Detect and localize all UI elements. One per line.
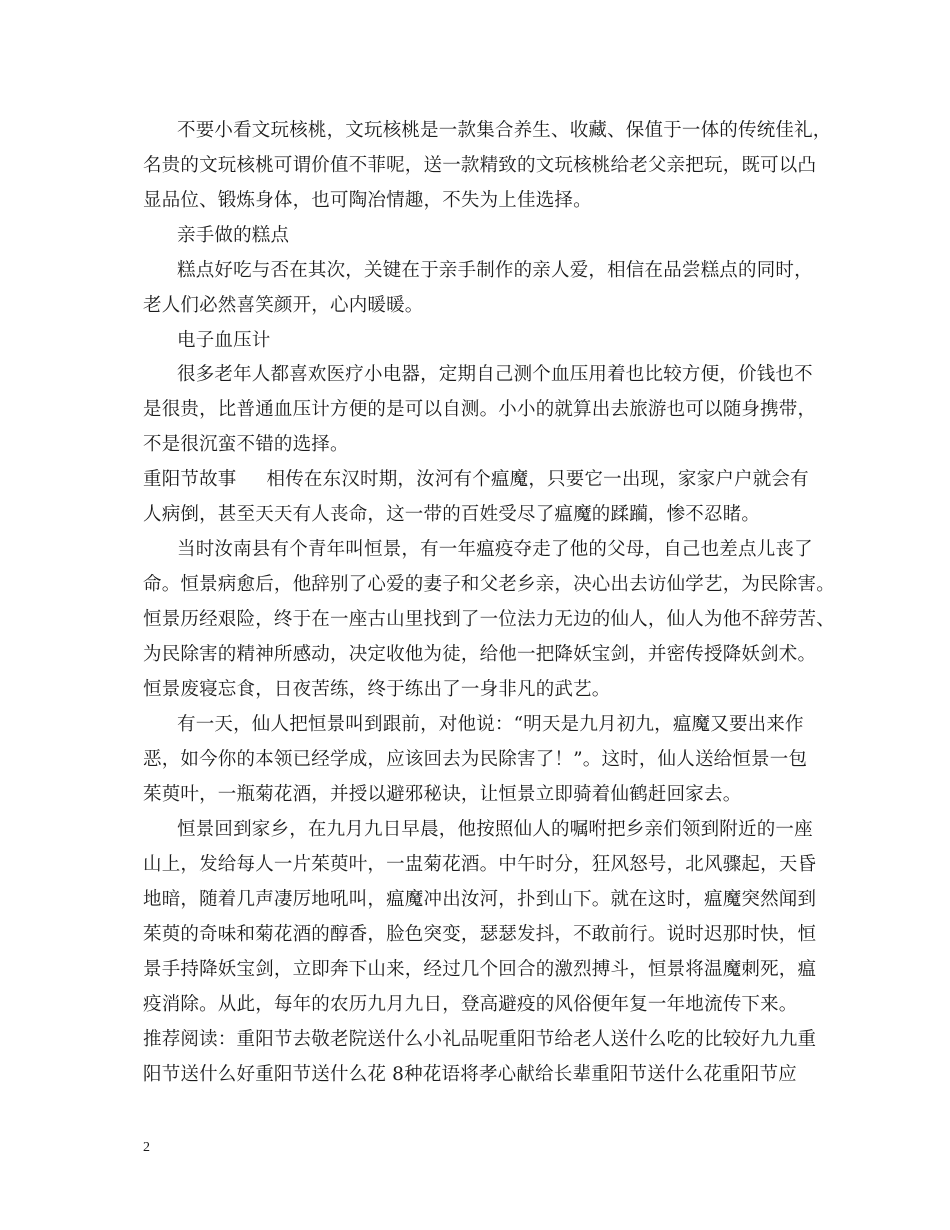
paragraph-line: 恶，如今你的本领已经学成，应该回去为民除害了！”。这时，仙人送给恒景一包	[143, 749, 808, 770]
paragraph-line: 人病倒，甚至天天有人丧命，这一带的百姓受尽了瘟魔的蹂躏，惨不忍睹。	[143, 504, 761, 525]
paragraph-line: 不要小看文玩核桃，文玩核桃是一款集合养生、收藏、保值于一体的传统佳礼，	[177, 120, 832, 141]
paragraph-line: 茱萸叶，一瓶菊花酒，并授以避邪秘诀，让恒景立即骑着仙鹤赶回家去。	[143, 784, 742, 805]
paragraph-line: 恒景历经艰险，终于在一座古山里找到了一位法力无边的仙人，仙人为他不辞劳苦、	[143, 609, 835, 630]
section-heading: 电子血压计	[177, 330, 271, 351]
paragraph-line: 茱萸的奇味和菊花酒的醇香，脸色突变，瑟瑟发抖，不敢前行。说时迟那时快，恒	[143, 924, 817, 945]
page-number: 2	[143, 1140, 150, 1155]
paragraph-line: 很多老年人都喜欢医疗小电器，定期自己测个血压用着也比较方便，价钱也不	[177, 364, 813, 385]
paragraph-line: 是很贵，比普通血压计方便的是可以自测。小小的就算出去旅游也可以随身携带，	[143, 399, 817, 420]
paragraph-line: 疫消除。从此，每年的农历九月九日，登高避疫的风俗便年复一年地流传下来。	[143, 994, 798, 1015]
paragraph-line	[143, 471, 809, 490]
paragraph-line: 恒景回到家乡，在九月九日早晨，他按照仙人的嘱咐把乡亲们领到附近的一座	[177, 819, 813, 840]
paragraph-line: 显品位、锻炼身体，也可陶冶情趣，不失为上佳选择。	[143, 190, 592, 211]
paragraph-line: 不是很沉蛮不错的选择。	[143, 434, 349, 455]
paragraph-line: 为民除害的精神所感动，决定收他为徒，给他一把降妖宝剑，并密传授降妖剑术。	[143, 644, 817, 665]
paragraph-line: 有一天，仙人把恒景叫到跟前，对他说：“明天是九月初九，瘟魔又要出来作	[177, 714, 804, 735]
paragraph-line: 当时汝南县有个青年叫恒景，有一年瘟疫夺走了他的父母，自己也差点儿丧了	[177, 539, 813, 560]
section-heading: 重阳节故事	[143, 469, 237, 490]
recommended-reading-line: 推荐阅读：重阳节去敬老院送什么小礼品呢重阳节给老人送什么吃的比较好九九重	[143, 1029, 817, 1050]
paragraph-line: 糕点好吃与否在其次，关键在于亲手制作的亲人爱，相信在品尝糕点的同时，	[177, 260, 813, 281]
paragraph-line: 地暗，随着几声凄厉地吼叫，瘟魔冲出汝河，扑到山下。就在这时，瘟魔突然闻到	[143, 889, 817, 910]
paragraph-line: 山上，发给每人一片茱萸叶，一盅菊花酒。中午时分，狂风怒号，北风骤起，天昏	[143, 854, 817, 875]
paragraph-line: 恒景废寝忘食，日夜苦练，终于练出了一身非凡的武艺。	[143, 679, 611, 700]
paragraph-line: 老人们必然喜笑颜开，心内暖暖。	[143, 295, 424, 316]
paragraph-line: 命。恒景病愈后，他辞别了心爱的妻子和父老乡亲，决心出去访仙学艺，为民除害。	[143, 574, 835, 595]
recommended-reading-line: 阳节送什么好重阳节送什么花 8种花语将孝心献给长辈重阳节送什么花重阳节应	[143, 1064, 797, 1085]
section-heading: 亲手做的糕点	[177, 225, 290, 246]
paragraph-line: 名贵的文玩核桃可谓价值不菲呢，送一款精致的文玩核桃给老父亲把玩，既可以凸	[143, 155, 817, 176]
paragraph-text: 相传在东汉时期，汝河有个瘟魔，只要它一出现，家家户户就会有	[266, 469, 809, 490]
paragraph-line: 景手持降妖宝剑，立即奔下山来，经过几个回合的激烈搏斗，恒景将温魔刺死，瘟	[143, 959, 817, 980]
